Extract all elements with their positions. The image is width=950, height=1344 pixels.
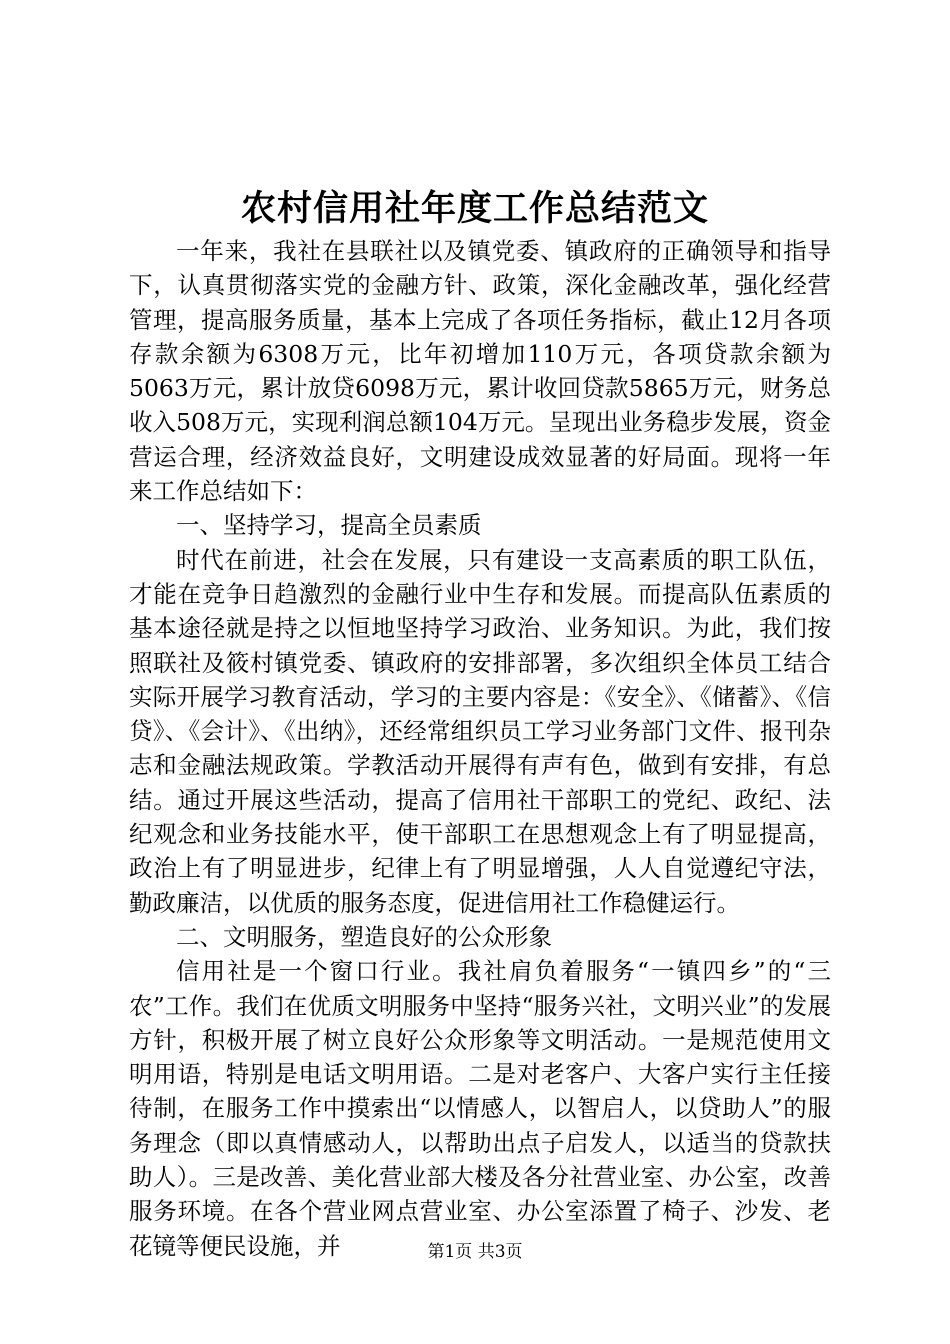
section-heading-2: 二、文明服务，塑造良好的公众形象 — [176, 922, 552, 951]
paragraph-study: 时代在前进，社会在发展，只有建设一支高素质的职工队伍，才能在竞争日趋激烈的金融行业中生存和发展。而提高队伍素质的基本途径就是持之以恒地坚持学习政治、业务知识。为此，我们按照联社及筱村镇党委、镇政府的安排部署，多次组织全体员工结合实际开展学习教育活动，学习的主要内容是：《安全》、《储蓄》、《信贷》、《会计》、《出纳》，还经常组织员工学习业务部门文件、报刊杂志和金融法规政策。学教活动开展得有声有色，做到有安排，有总结。通过开展这些活动，提高了信用社干部职工的党纪、政纪、法纪观念和业务技能水平，使干部职工在思想观念上有了明显提高，政治上有了明显进步，纪律上有了明显增强，人人自觉遵纪守法，勤政廉洁，以优质的服务态度，促进信用社工作稳健运行。 — [129, 545, 831, 917]
document-body — [129, 234, 831, 1263]
section-heading-1: 一、坚持学习，提高全员素质 — [176, 511, 482, 540]
document-title: 农村信用社年度工作总结范文 — [240, 188, 709, 229]
page-footer: 第1页 共3页 — [427, 1242, 523, 1262]
paragraph-service: 信用社是一个窗口行业。我社肩负着服务“一镇四乡”的“三农”工作。我们在优质文明服务中坚持“服务兴社，文明兴业”的发展方针，积极开展了树立良好公众形象等文明活动。一是规范使用文明用语，特别是电话文明用语。二是对老客户、大客户实行主任接待制，在服务工作中摸索出“以情感人，以智启人，以贷助人”的服务理念（即以真情感动人，以帮助出点子启发人，以适当的贷款扶助人）。三是改善、美化营业部大楼及各分社营业室、办公室，改善服务环境。在各个营业网点营业室、办公室添置了椅子、沙发、老花镜等便民设施，并 — [129, 957, 831, 1260]
paragraph-intro: 一年来，我社在县联社以及镇党委、镇政府的正确领导和指导下，认真贯彻落实党的金融方针、政策，深化金融改革，强化经营管理，提高服务质量，基本上完成了各项任务指标，截止12月各项存款余额为6308万元，比年初增加110万元，各项贷款余额为5063万元，累计放贷6098万元，累计收回贷款5865万元，财务总收入508万元，实现利润总额104万元。呈现出业务稳步发展，资金营运合理，经济效益良好，文明建设成效显著的好局面。现将一年来工作总结如下： — [129, 237, 831, 506]
